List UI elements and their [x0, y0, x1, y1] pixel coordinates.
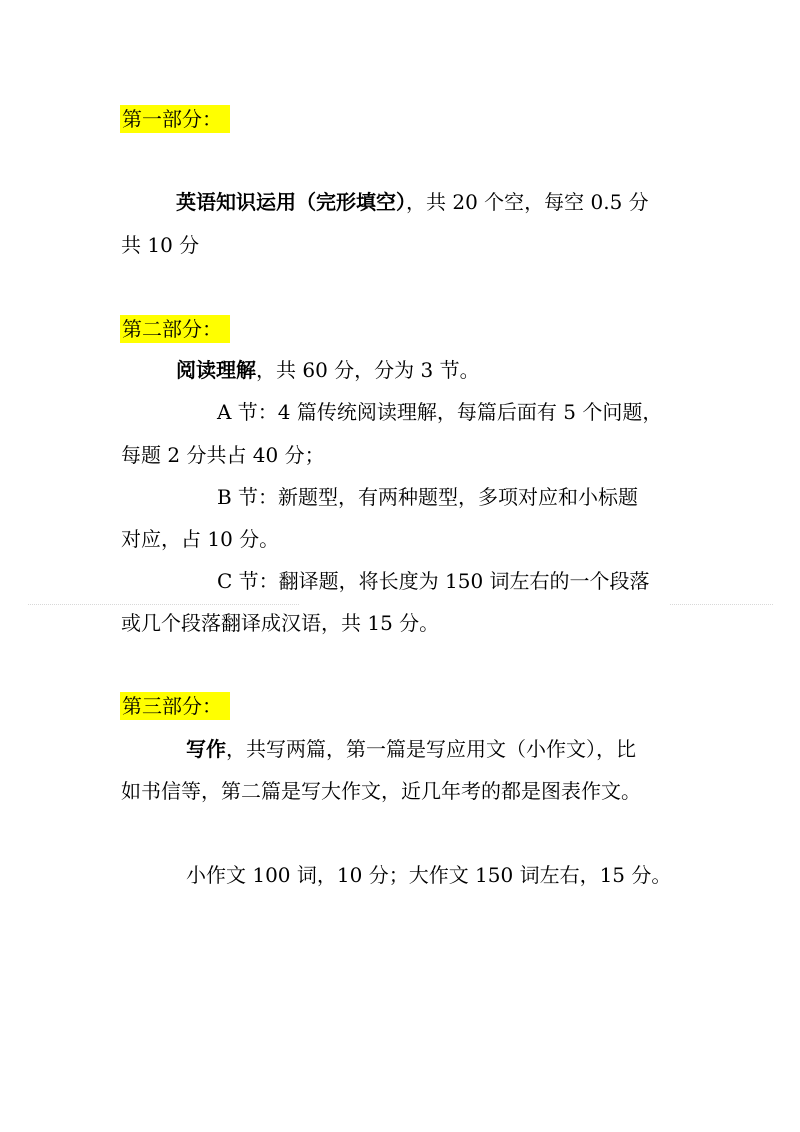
part1-heading	[120, 107, 230, 131]
part1-line1-rest: ，共 20 个空，每空 0.5 分	[406, 190, 649, 214]
part3-line2: 如书信等，第二篇是写大作文，近几年考的都是图表作文。	[121, 779, 641, 803]
part3-heading-text: 第三部分：	[120, 692, 230, 720]
part1-line1	[176, 190, 649, 214]
part1-line2: 共 10 分	[121, 233, 200, 257]
part3-title: 写作	[186, 737, 226, 761]
part2-title-line	[176, 358, 480, 382]
part2-section-a-line1: A 节：4 篇传统阅读理解，每篇后面有 5 个问题，	[217, 400, 663, 424]
part2-section-b-line2: 对应，占 10 分。	[121, 527, 280, 551]
part3-line3: 小作文 100 词，10 分；大作文 150 词左右，15 分。	[186, 863, 672, 887]
part2-section-b-line1: B 节：新题型，有两种题型，多项对应和小标题	[217, 485, 639, 509]
part1-title: 英语知识运用（完形填空）	[176, 190, 406, 214]
part1-heading-text: 第一部分：	[120, 105, 230, 133]
page-break-gap	[300, 598, 670, 610]
part3-heading	[120, 694, 230, 718]
part2-section-c-line2: 或几个段落翻译成汉语，共 15 分。	[121, 611, 440, 635]
part3-line1	[186, 737, 636, 761]
part2-title: 阅读理解	[176, 358, 256, 382]
part2-title-rest: ，共 60 分，分为 3 节。	[256, 358, 480, 382]
part2-heading-text: 第二部分：	[120, 315, 230, 343]
part2-heading	[120, 317, 230, 341]
part3-line1-rest: ，共写两篇，第一篇是写应用文（小作文），比	[226, 737, 636, 761]
part2-section-a-line2: 每题 2 分共占 40 分；	[121, 443, 325, 467]
part2-section-c-line1: C 节：翻译题，将长度为 150 词左右的一个段落	[217, 569, 650, 593]
